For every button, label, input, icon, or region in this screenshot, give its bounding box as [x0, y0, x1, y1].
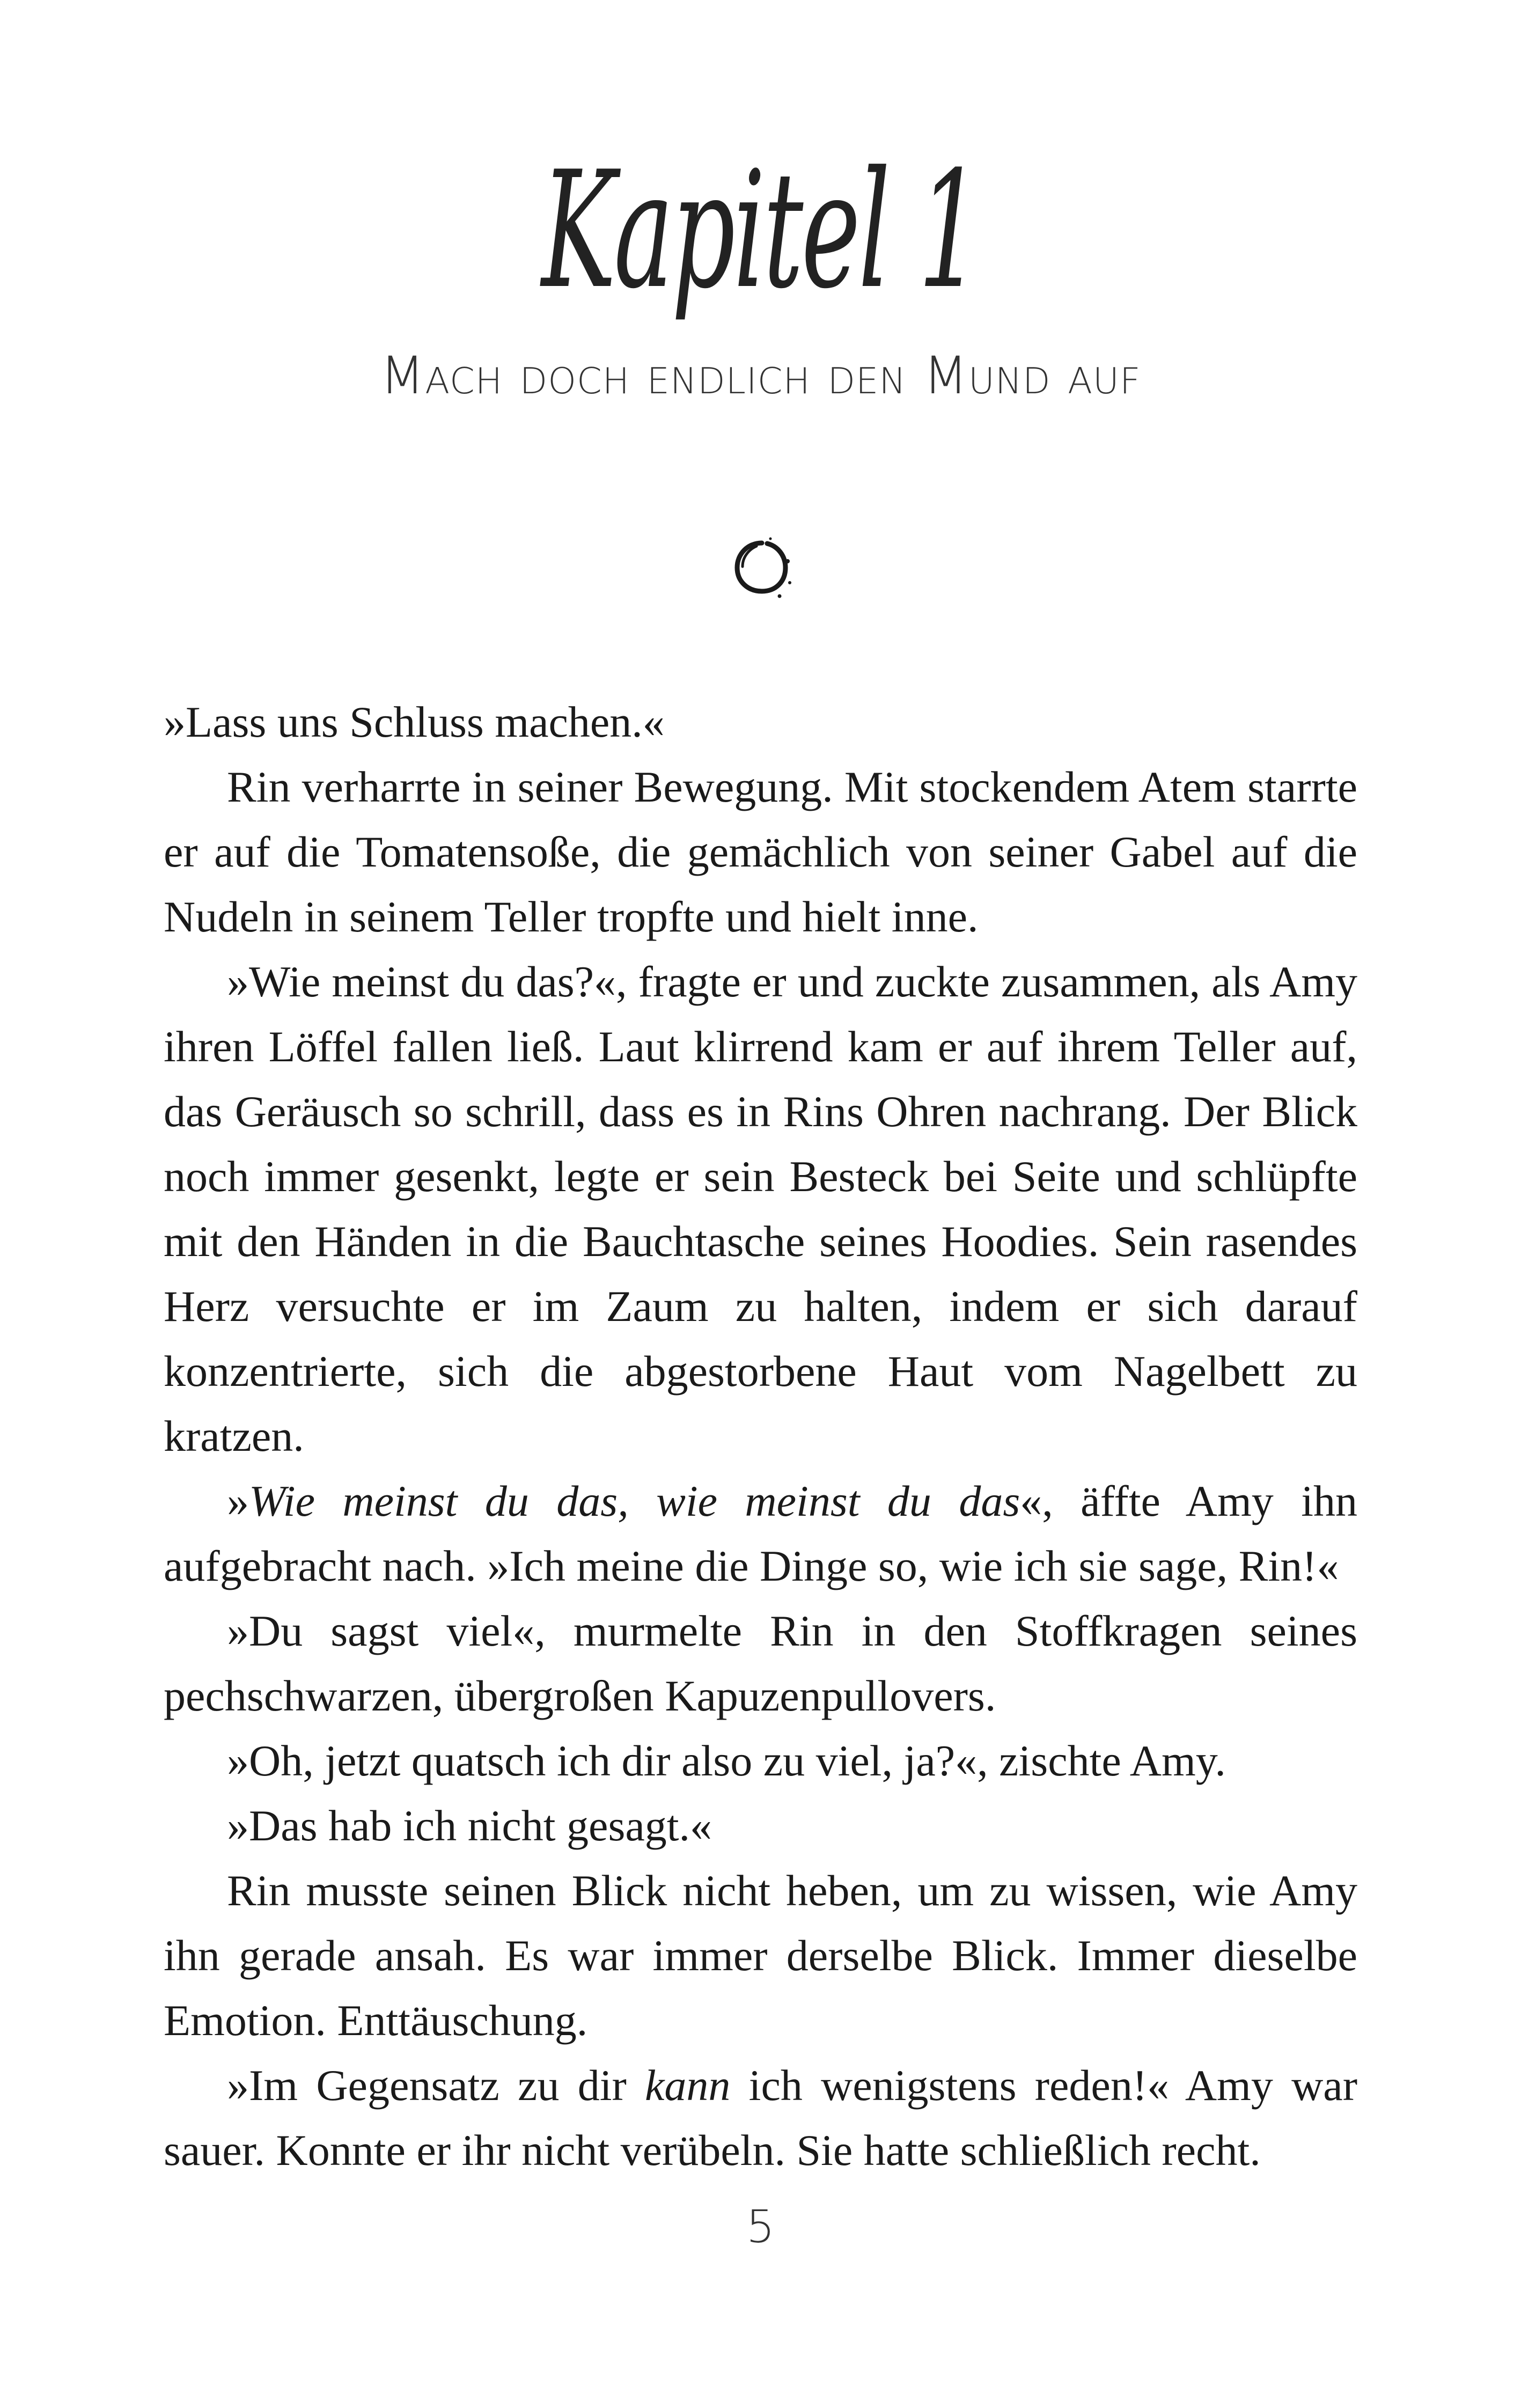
chapter-subtitle: Mach doch endlich den Mund auf [380, 346, 1141, 406]
chapter-heading: Kapitel 1 [541, 137, 980, 324]
page-number: 5 [746, 2200, 775, 2253]
body-paragraph [164, 1469, 1357, 1598]
text-run: «, äffte Amy ihn aufgebracht nach. »Ich meine die Dinge so, wie ich sie sage, Rin!« [164, 1477, 1357, 1590]
body-paragraph [164, 1598, 1357, 1728]
chapter-body-text [164, 689, 1357, 2183]
body-paragraph [164, 689, 1357, 754]
text-run: Rin verharrte in seiner Bewegung. Mit stockendem Atem starrte er auf die Tomatensoße, die gemächlich von seiner Gabel auf die Nudeln in seinem Teller tropfte und hielt inne. [164, 762, 1357, 941]
text-run: »Im Gegensatz zu dir [227, 2061, 645, 2110]
text-run: ich wenigstens reden!« Amy war sauer. Konnte er ihr nicht verübeln. Sie hatte schließlich recht. [164, 2061, 1357, 2175]
text-run: »Du sagst viel«, murmelte Rin in den Stoffkragen seines pechschwarzen, übergroßen Kapuzenpullovers. [164, 1606, 1357, 1720]
text-run: »Das hab ich nicht gesagt.« [227, 1801, 712, 1850]
body-paragraph [164, 754, 1357, 949]
body-paragraph [164, 1858, 1357, 2053]
text-run: »Oh, jetzt quatsch ich dir also zu viel, ja?«, zischte Amy. [227, 1736, 1226, 1785]
body-paragraph [164, 1793, 1357, 1858]
body-paragraph [164, 2053, 1357, 2183]
body-paragraph [164, 1728, 1357, 1793]
ink-circle-icon [724, 531, 799, 606]
text-run: »Wie meinst du das?«, fragte er und zuckte zusammen, als Amy ihren Löffel fallen ließ. Laut klirrend kam er auf ihrem Teller auf, das Geräusch so schrill, dass es in Rins Ohren nachrang. Der Blick noch immer gesenkt, legte er sein Besteck bei Seite und schlüpfte mit den Händen in die Bauchtasche seines Hoodies. Sein rasendes Herz versuchte er im Zaum zu halten, indem er sich darauf konzentrierte, sich die abgestorbene Haut vom Nagelbett zu kratzen. [164, 957, 1357, 1460]
body-paragraph [164, 949, 1357, 1469]
text-run: » [227, 1477, 249, 1525]
emphasized-text: kann [645, 2061, 731, 2110]
text-run: »Lass uns Schluss machen.« [164, 698, 665, 746]
text-run: Rin musste seinen Blick nicht heben, um zu wissen, wie Amy ihn gerade ansah. Es war immer derselbe Blick. Immer dieselbe Emotion. Enttäuschung. [164, 1866, 1357, 2045]
emphasized-text: Wie meinst du das, wie meinst du das [249, 1477, 1020, 1525]
